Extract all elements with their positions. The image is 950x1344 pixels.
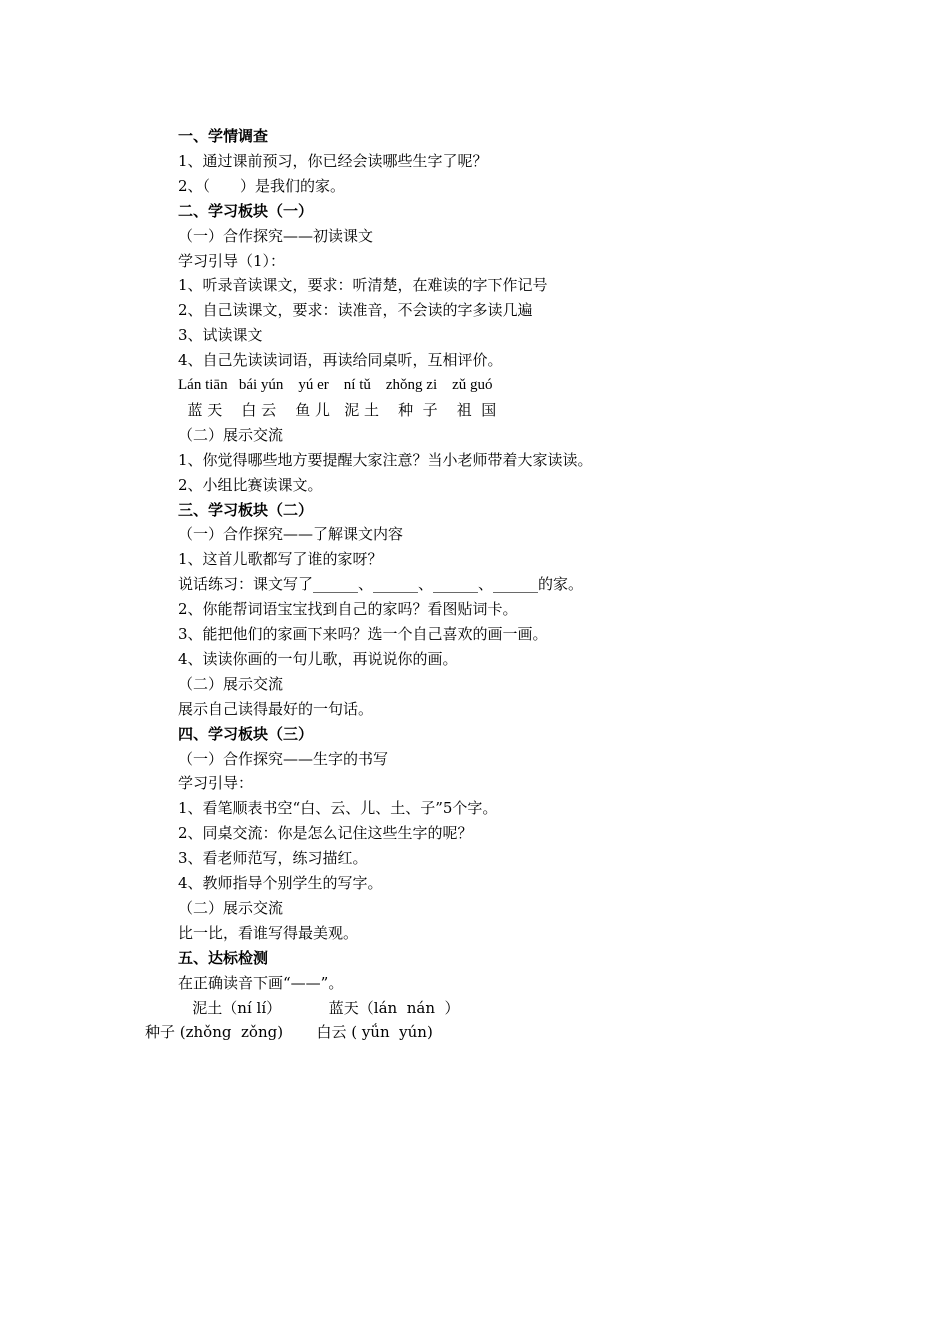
text-line: 比一比，看谁写得最美观。	[178, 924, 359, 942]
text-line: 说话练习：课文写了______、______、______、______的家。	[178, 575, 584, 593]
text-line: 3、试读课文	[178, 326, 263, 344]
text-line: 展示自己读得最好的一句话。	[178, 700, 374, 718]
section-heading: 一、学情调查	[178, 127, 269, 145]
section-heading: 五、达标检测	[178, 949, 269, 967]
text-line: （二）展示交流	[178, 675, 284, 693]
text-line: 泥土（ní lí） 蓝天（lán nán ）	[178, 999, 460, 1017]
text-line: 1、这首儿歌都写了谁的家呀？	[178, 550, 383, 568]
text-line: 2、你能帮词语宝宝找到自己的家吗？看图贴词卡。	[178, 600, 518, 618]
section-heading: 三、学习板块（二）	[178, 501, 314, 519]
text-line: （一）合作探究——生字的书写	[178, 750, 389, 768]
section-heading: 二、学习板块（一）	[178, 202, 314, 220]
text-line: 3、能把他们的家画下来吗？选一个自己喜欢的画一画。	[178, 625, 548, 643]
text-line: 2、同桌交流：你是怎么记住这些生字的呢？	[178, 824, 473, 842]
text-line: （一）合作探究——了解课文内容	[178, 525, 404, 543]
text-line: （一）合作探究——初读课文	[178, 227, 374, 245]
text-line: 2、（ ）是我们的家。	[178, 177, 346, 195]
text-line: 1、看笔顺表书空“白、云、儿、土、子”5个字。	[178, 799, 498, 817]
text-line: （二）展示交流	[178, 426, 284, 444]
section-heading: 四、学习板块（三）	[178, 725, 314, 743]
text-line: 学习引导（1）：	[178, 252, 286, 270]
text-line: 1、你觉得哪些地方要提醒大家注意？当小老师带着大家读读。	[178, 451, 593, 469]
text-line: 在正确读音下画“——”。	[178, 974, 344, 992]
text-line: 3、看老师范写，练习描红。	[178, 849, 368, 867]
text-line: 2、自己读课文，要求：读准音，不会读的字多读几遍	[178, 301, 533, 319]
text-line: 1、通过课前预习，你已经会读哪些生字了呢？	[178, 152, 488, 170]
text-line: 学习引导：	[178, 774, 254, 792]
text-line: 4、自己先读读词语，再读给同桌听，互相评价。	[178, 351, 503, 369]
text-line: 种子 (zhǒng zǒng) 白云 ( yǘn yún)	[145, 1023, 433, 1041]
text-line: 蓝 天 白 云 鱼 儿 泥 土 种 子 祖 国	[178, 401, 497, 419]
text-line: 4、教师指导个别学生的写字。	[178, 874, 383, 892]
text-line: 2、小组比赛读课文。	[178, 476, 323, 494]
text-line: 1、听录音读课文，要求：听清楚，在难读的字下作记号	[178, 276, 548, 294]
text-line: 4、读读你画的一句儿歌，再说说你的画。	[178, 650, 458, 668]
text-line: Lán tiān bái yún yú er ní tǔ zhǒng zi zǔ guó	[178, 377, 493, 393]
text-line: （二）展示交流	[178, 899, 284, 917]
